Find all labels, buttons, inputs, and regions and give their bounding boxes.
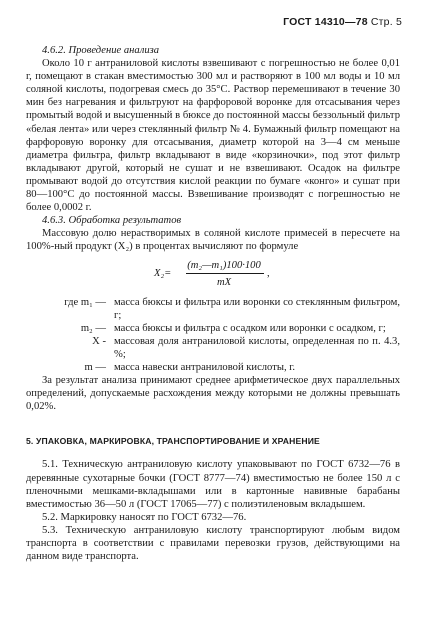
result-paragraph: За результат анализа принимают среднее арифметическое двух параллельных определений, допускаемые расхождения между которыми не должны превышать 0,02%.: [26, 375, 400, 413]
formula-lhs: X₂=: [154, 267, 172, 279]
definition-symbol: где m₁ —: [64, 296, 106, 308]
section-51-paragraph: 5.1. Техническую антраниловую кислоту упаковывают по ГОСТ 6732—76 в деревянные сухотарные бочки (ГОСТ 8777—74) вместимостью не более 150 л с пленочными мешками-вкладышами или в картонные навивные барабаны вместимостью 36—50 л (ГОСТ 17065—77) с полиэтиленовым вкладышем.: [26, 459, 400, 510]
definition-item: [26, 335, 400, 361]
section-463-heading: 4.6.3. Обработка результатов: [42, 215, 182, 227]
definition-item: [26, 322, 400, 335]
definition-item: [26, 296, 400, 322]
formula: [26, 257, 400, 291]
standard-number: ГОСТ 14310—78: [283, 16, 368, 28]
definition-symbol: m —: [84, 361, 106, 373]
section-52-paragraph: 5.2. Маркировку наносят по ГОСТ 6732—76.: [42, 511, 247, 523]
definition-symbol: X -: [92, 335, 106, 347]
formula-numerator: (m₂—m₁)100·100: [187, 259, 261, 271]
definition-item: [26, 361, 400, 374]
section-462-heading: 4.6.2. Проведение анализа: [42, 45, 160, 56]
definition-text: массовая доля антраниловой кислоты, определенная по п. 4.3, %;: [114, 335, 400, 360]
formula-trail: ,: [267, 267, 270, 279]
section-463-paragraph: Массовую долю нерастворимых в соляной кислоте примесей в пересчете на 100%-ный продукт (X₂) в процентах вычисляют по формуле: [26, 228, 400, 253]
definition-text: масса бюксы и фильтра с осадком или воронки с осадком, г;: [114, 322, 386, 334]
page-header: [283, 16, 402, 28]
definition-symbol: m₂ —: [80, 322, 106, 334]
section-5-title: 5. УПАКОВКА, МАРКИРОВКА, ТРАНСПОРТИРОВАНИЕ И ХРАНЕНИЕ: [26, 436, 320, 447]
section-462-paragraph: Около 10 г антраниловой кислоты взвешивают с погрешностью не более 0,01 г, помещают в стакан вместимостью 300 мл и растворяют в 100 мл воды и 10 мл соляной кислоты, подогревая смесь до 35°C. Раствор перемешивают в течение 30 мин без нагревания и фильтруют на фарфоровой воронке для отсасывания через промытый водой и высушенный в бюксе до постоянной массы беззольный фильтр «белая лента» или через стеклянный фильтр № 4. Бумажный фильтр помещают на фарфоровую воронку для отсасывания, диаметр которой на 3—4 см меньше диаметра фильтра, фильтр вкладывают в виде «корзиночки», под этот фильтр вкладывают другой, который не сушат и не взвешивают. Осадок на фильтре промывают водой до отсутствия кислой реакции по бумаге «конго» и сушат при 80—100°C до постоянной массы. Взвешивание производят с погрешностью не более 0,0002 г.: [26, 58, 400, 214]
formula-denominator: mX: [216, 276, 232, 288]
definitions-list: [26, 296, 400, 375]
section-53-paragraph: 5.3. Техническую антраниловую кислоту транспортируют любым видом транспорта в соответствии с правилами перевозки грузов, действующими на данном виде транспорта.: [26, 524, 400, 563]
page-number: Стр. 5: [370, 16, 402, 28]
fraction-bar: [186, 273, 264, 274]
definition-text: масса навески антраниловой кислоты, г.: [114, 361, 296, 373]
definition-text: масса бюксы и фильтра или воронки со стеклянным фильтром, г;: [114, 296, 400, 321]
page-body: [26, 44, 400, 563]
